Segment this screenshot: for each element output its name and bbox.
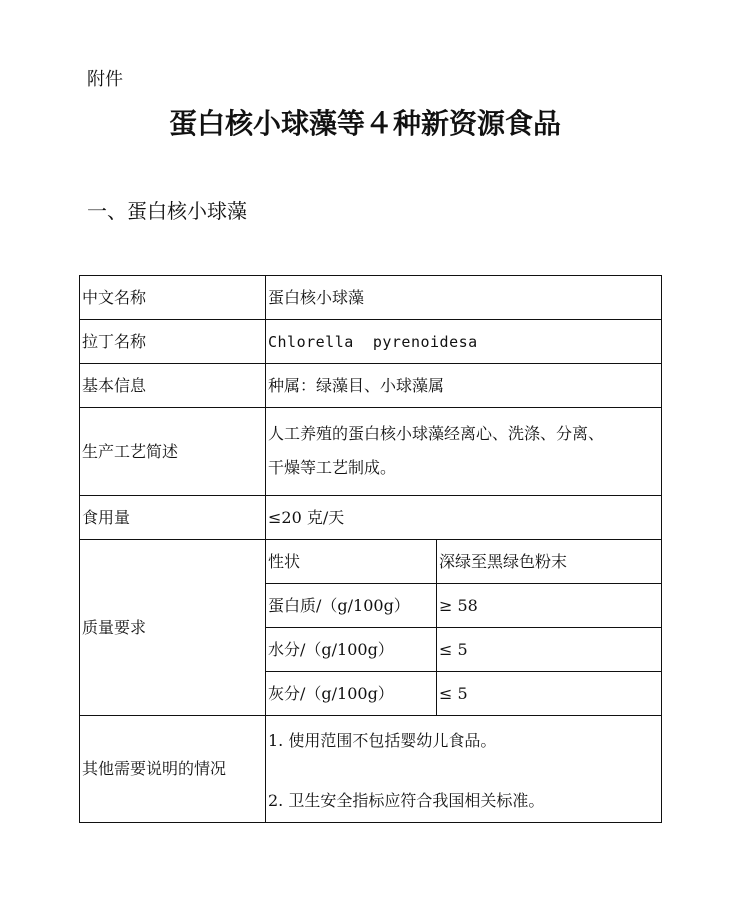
quality-item: 蛋白质/（g/100g） — [266, 584, 437, 628]
quality-label: 质量要求 — [80, 540, 266, 716]
quality-item: 灰分/（g/100g） — [266, 672, 437, 716]
table-row — [80, 364, 662, 408]
quality-value: ≤ 5 — [437, 672, 662, 716]
process-line: 人工养殖的蛋白核小球藻经离心、洗涤、分离、 — [268, 424, 605, 443]
process-label: 生产工艺简述 — [80, 408, 266, 496]
product-info-table — [79, 275, 662, 823]
table-row — [80, 496, 662, 540]
latin-name-label: 拉丁名称 — [80, 320, 266, 364]
table-row — [80, 276, 662, 320]
dosage-label: 食用量 — [80, 496, 266, 540]
chinese-name-value: 蛋白核小球藻 — [266, 276, 662, 320]
notes-label: 其他需要说明的情况 — [80, 716, 266, 823]
section-heading: 一、蛋白核小球藻 — [87, 199, 247, 223]
quality-item: 性状 — [266, 540, 437, 584]
basic-info-value: 种属：绿藻目、小球藻属 — [266, 364, 662, 408]
quality-value: 深绿至黑绿色粉末 — [437, 540, 662, 584]
note-item: 1. 使用范围不包括婴幼儿食品。 — [268, 731, 497, 750]
dosage-value: ≤20 克/天 — [266, 496, 662, 540]
table-row — [80, 320, 662, 364]
notes-content — [266, 716, 662, 823]
quality-item: 水分/（g/100g） — [266, 628, 437, 672]
latin-name-value: Chlorella pyrenoidesa — [266, 320, 662, 364]
attachment-label: 附件 — [87, 69, 123, 90]
table-row — [80, 408, 662, 496]
chinese-name-label: 中文名称 — [80, 276, 266, 320]
table-row — [80, 540, 662, 584]
process-description — [266, 408, 662, 496]
quality-value: ≥ 58 — [437, 584, 662, 628]
document-title: 蛋白核小球藻等４种新资源食品 — [168, 107, 561, 140]
process-line: 干燥等工艺制成。 — [268, 458, 397, 477]
table-row — [80, 716, 662, 823]
basic-info-label: 基本信息 — [80, 364, 266, 408]
note-item: 2. 卫生安全指标应符合我国相关标准。 — [268, 791, 545, 810]
quality-value: ≤ 5 — [437, 628, 662, 672]
